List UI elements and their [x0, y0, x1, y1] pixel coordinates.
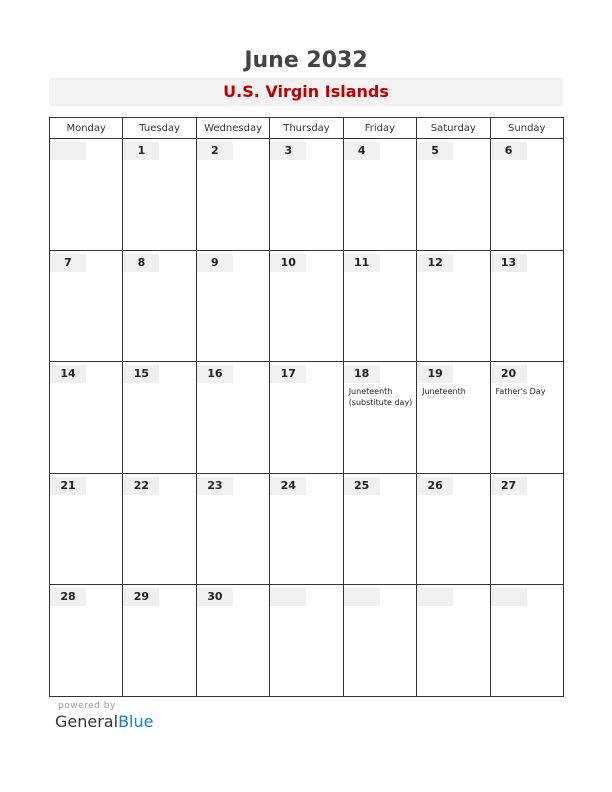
- day-number: [197, 588, 233, 606]
- calendar-day-cell: [196, 139, 269, 251]
- day-number: [197, 254, 233, 272]
- calendar-day-cell: [490, 139, 563, 251]
- day-number: [417, 254, 453, 272]
- calendar-week-row: [50, 362, 564, 474]
- day-number: [344, 477, 380, 495]
- day-number: [50, 254, 86, 272]
- day-number: [491, 365, 527, 383]
- day-number-text: 13: [500, 255, 517, 269]
- day-number-text: 10: [280, 255, 296, 269]
- calendar-day-cell: [50, 362, 123, 474]
- page-title: June 2032: [244, 48, 368, 73]
- calendar-day-cell: [50, 250, 123, 362]
- calendar-day-cell: [50, 139, 123, 251]
- day-number: [123, 477, 159, 495]
- weekday-header: Wednesday: [196, 118, 269, 139]
- day-number: [197, 477, 233, 495]
- calendar-day-cell: [123, 250, 196, 362]
- day-number-text: 16: [207, 367, 223, 381]
- day-number: [50, 477, 86, 495]
- calendar-day-cell: [343, 473, 416, 585]
- day-number: [491, 477, 527, 495]
- day-number: [417, 588, 453, 606]
- day-number: [270, 588, 306, 606]
- day-number-text: 19: [427, 367, 443, 381]
- day-number: [50, 142, 86, 160]
- powered-by-label: powered by: [58, 701, 116, 711]
- day-number: [123, 254, 159, 272]
- calendar-day-cell: [123, 585, 196, 697]
- day-number-text: 17: [280, 367, 296, 381]
- calendar-day-cell: [196, 362, 269, 474]
- day-number-text: 11: [354, 255, 370, 269]
- day-number-text: 30: [207, 590, 223, 604]
- calendar-week-row: [50, 473, 564, 585]
- day-number-text: 8: [137, 255, 146, 269]
- day-number: [50, 365, 86, 383]
- holiday-label: Juneteenth (substitute day): [348, 387, 413, 408]
- day-number: [491, 588, 527, 606]
- calendar-day-cell: [417, 473, 490, 585]
- day-number-text: 22: [133, 478, 150, 492]
- day-number: [344, 254, 380, 272]
- day-number-text: 7: [64, 255, 72, 269]
- logo-text-general: General: [55, 712, 119, 731]
- calendar-day-cell: [123, 139, 196, 251]
- day-number: [491, 142, 527, 160]
- day-number-text: 9: [211, 255, 219, 269]
- day-number-text: 5: [431, 144, 439, 157]
- day-number-text: 24: [280, 478, 296, 492]
- weekday-header: Tuesday: [123, 118, 196, 139]
- day-number-text: 15: [133, 367, 150, 381]
- day-number-text: 28: [60, 590, 76, 604]
- calendar-week-row: [50, 250, 564, 362]
- calendar-week-row: [50, 139, 564, 251]
- generalblue-logo: [55, 712, 153, 731]
- calendar-day-cell: [417, 250, 490, 362]
- day-number: [123, 588, 159, 606]
- calendar-day-cell: [343, 362, 416, 474]
- day-number: [197, 365, 233, 383]
- day-number: [123, 365, 159, 383]
- day-number: [270, 477, 306, 495]
- calendar-body: [50, 139, 564, 697]
- weekday-header: Sunday: [490, 118, 563, 139]
- calendar-day-cell: [270, 139, 343, 251]
- calendar-day-cell: [343, 139, 416, 251]
- calendar-day-cell: [196, 473, 269, 585]
- region-subtitle: U.S. Virgin Islands: [49, 78, 563, 106]
- day-number-text: 25: [354, 478, 370, 492]
- day-number: [491, 254, 527, 272]
- weekday-header: Friday: [343, 118, 416, 139]
- calendar-day-cell: [270, 585, 343, 697]
- weekday-header-row: [50, 118, 564, 139]
- calendar-day-cell: [417, 139, 490, 251]
- holiday-label: Father's Day: [495, 387, 546, 397]
- calendar-day-cell: [490, 362, 563, 474]
- calendar-day-cell: [343, 250, 416, 362]
- day-number-text: 26: [427, 478, 443, 492]
- day-number-text: 18: [354, 367, 370, 381]
- day-number-text: 29: [133, 590, 150, 604]
- day-number-text: 12: [427, 255, 443, 269]
- day-number-text: 21: [60, 478, 76, 492]
- day-number-text: 20: [500, 367, 517, 381]
- calendar-day-cell: [417, 362, 490, 474]
- calendar-day-cell: [123, 473, 196, 585]
- day-number: [417, 477, 453, 495]
- day-number: [270, 365, 306, 383]
- day-number: [197, 142, 233, 160]
- day-number: [270, 142, 306, 160]
- day-number: [123, 142, 159, 160]
- weekday-header: Monday: [50, 118, 123, 139]
- day-number-text: 4: [357, 144, 366, 157]
- day-number: [417, 142, 453, 160]
- day-number: [344, 142, 380, 160]
- day-number-text: 6: [504, 144, 513, 157]
- calendar-day-cell: [343, 585, 416, 697]
- calendar-day-cell: [270, 362, 343, 474]
- day-number: [270, 254, 306, 272]
- calendar-day-cell: [270, 473, 343, 585]
- day-number-text: 27: [500, 478, 517, 492]
- day-number-text: 1: [137, 144, 146, 157]
- holiday-label: Juneteenth: [422, 387, 466, 397]
- day-number: [50, 588, 86, 606]
- weekday-header: Thursday: [270, 118, 343, 139]
- calendar-day-cell: [50, 473, 123, 585]
- calendar-day-cell: [490, 585, 563, 697]
- weekday-header: Saturday: [417, 118, 490, 139]
- day-number-text: 23: [207, 478, 223, 492]
- calendar-day-cell: [123, 362, 196, 474]
- calendar-day-cell: [196, 250, 269, 362]
- day-number-text: 3: [284, 144, 293, 157]
- day-number: [344, 365, 380, 383]
- calendar-day-cell: [270, 250, 343, 362]
- calendar-day-cell: [50, 585, 123, 697]
- logo-text-blue: Blue: [118, 712, 154, 731]
- day-number: [344, 588, 380, 606]
- day-number: [417, 365, 453, 383]
- calendar-week-row: [50, 585, 564, 697]
- calendar-day-cell: [490, 250, 563, 362]
- day-number-text: 14: [60, 367, 76, 381]
- calendar-day-cell: [196, 585, 269, 697]
- calendar-day-cell: [417, 585, 490, 697]
- day-number-text: 2: [211, 144, 219, 157]
- calendar-grid: [49, 117, 564, 697]
- calendar-day-cell: [490, 473, 563, 585]
